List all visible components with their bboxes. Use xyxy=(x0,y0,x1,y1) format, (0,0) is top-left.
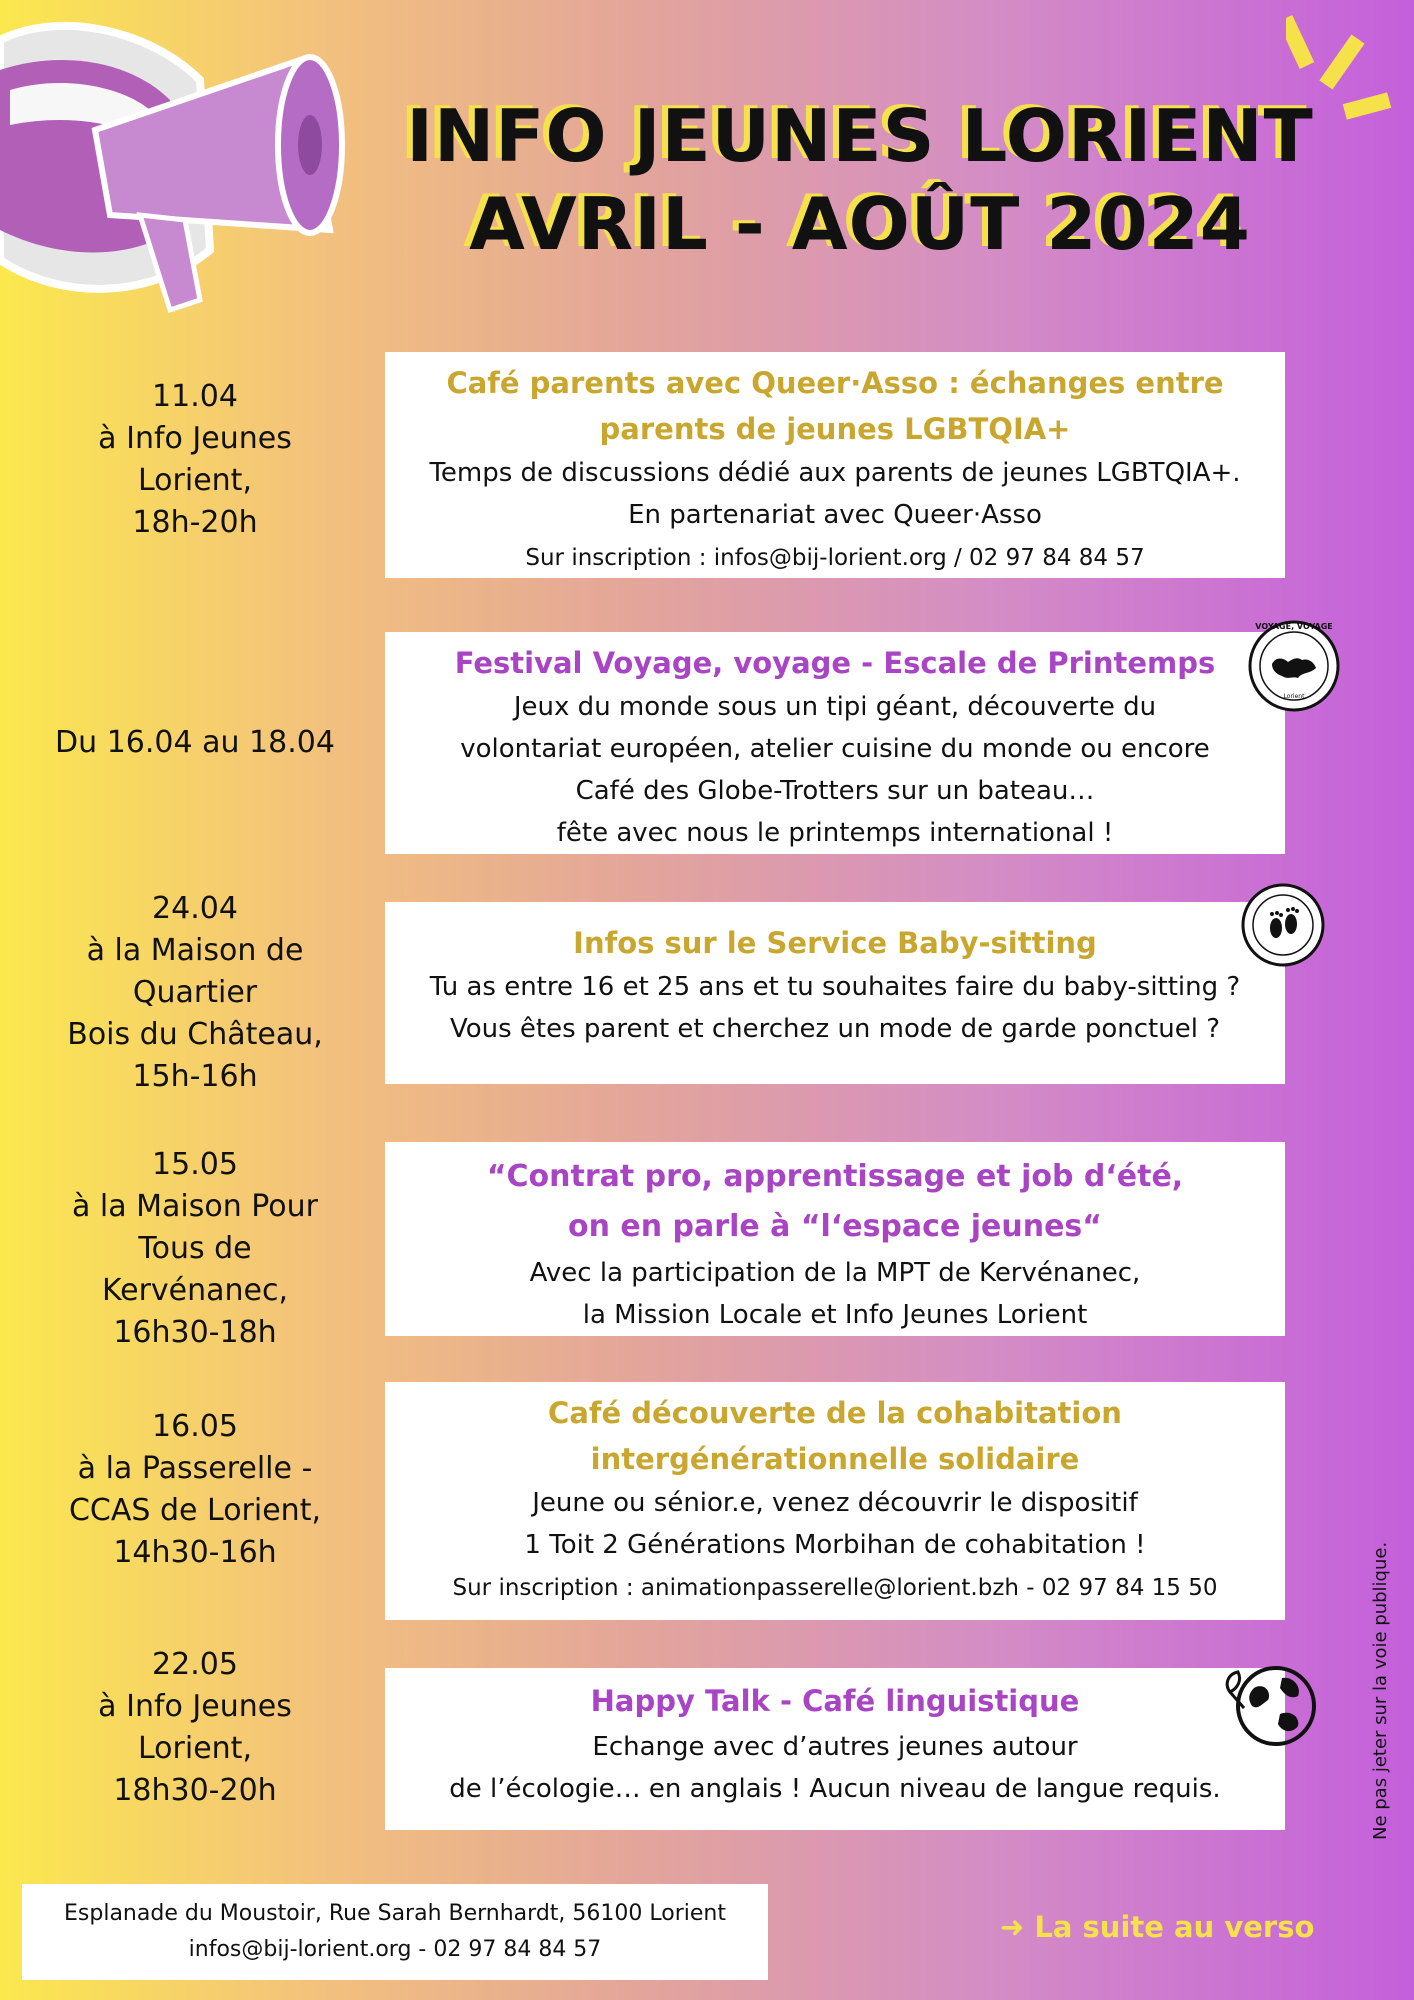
date-line: 16h30-18h xyxy=(113,1315,277,1350)
event-body-line: Temps de discussions dédié aux parents de jeunes LGBTQIA+. xyxy=(429,458,1241,488)
event-title-line: Café parents avec Queer·Asso : échanges entre xyxy=(446,366,1224,400)
date-line: à Info Jeunes xyxy=(98,421,292,456)
recycling-notice: Ne pas jeter sur la voie publique. xyxy=(1370,1541,1391,1840)
earth-plant-icon xyxy=(1218,1652,1322,1752)
event-title-line: Festival Voyage, voyage - Escale de Printemps xyxy=(454,646,1216,680)
event-3-card xyxy=(385,902,1285,1084)
megaphone-icon xyxy=(0,0,370,340)
event-4-date xyxy=(30,1144,360,1354)
event-body-line: En partenariat avec Queer·Asso xyxy=(628,500,1042,530)
event-1-date xyxy=(30,376,360,544)
contact-line: infos@bij-lorient.org - 02 97 84 84 57 xyxy=(188,1937,602,1962)
event-title-line: on en parle à “l‘espace jeunes“ xyxy=(568,1209,1102,1244)
event-body-line: Café des Globe-Trotters sur un bateau… xyxy=(575,776,1095,806)
date-line: 22.05 xyxy=(152,1647,238,1682)
date-line: Du 16.04 au 18.04 xyxy=(55,725,335,760)
event-body-line: volontariat européen, atelier cuisine du monde ou encore xyxy=(460,734,1210,764)
event-3-date xyxy=(30,888,360,1098)
globe-stamp-icon xyxy=(1244,616,1344,716)
event-4-card xyxy=(385,1142,1285,1336)
event-6-date xyxy=(30,1644,360,1812)
event-body-line: Jeune ou sénior.e, venez découvrir le dispositif xyxy=(532,1488,1138,1518)
next-page-link: ➜ La suite au verso xyxy=(1000,1910,1315,1944)
event-body-line: fête avec nous le printemps international ! xyxy=(556,818,1114,848)
event-body-line: Avec la participation de la MPT de Kervénanec, xyxy=(529,1258,1141,1288)
event-body-line: Jeux du monde sous un tipi géant, découverte du xyxy=(513,692,1157,722)
address-box xyxy=(22,1884,768,1980)
event-title-line: Café découverte de la cohabitation xyxy=(548,1396,1122,1430)
title-line-1: INFO JEUNES LORIENT xyxy=(406,94,1314,178)
event-title-line: Infos sur le Service Baby-sitting xyxy=(573,926,1097,960)
date-line: à Info Jeunes xyxy=(98,1689,292,1724)
event-body-line: Tu as entre 16 et 25 ans et tu souhaites faire du baby-sitting ? xyxy=(429,972,1241,1002)
event-body-line: 1 Toit 2 Générations Morbihan de cohabitation ! xyxy=(524,1530,1146,1560)
date-line: Lorient, xyxy=(138,463,252,498)
event-registration-note: Sur inscription : infos@bij-lorient.org / 02 97 84 84 57 xyxy=(525,545,1145,571)
event-body-line: Echange avec d’autres jeunes autour xyxy=(592,1732,1078,1762)
date-line: 18h30-20h xyxy=(113,1773,277,1808)
event-body-line: Vous êtes parent et cherchez un mode de garde ponctuel ? xyxy=(449,1014,1221,1044)
svg-text:VOYAGE, VOYAGE: VOYAGE, VOYAGE xyxy=(1255,622,1333,631)
date-line: Lorient, xyxy=(138,1731,252,1766)
date-line: 16.05 xyxy=(152,1409,238,1444)
date-line: CCAS de Lorient, xyxy=(68,1493,321,1528)
date-line: à la Maison de xyxy=(86,933,304,968)
date-line: à la Passerelle - xyxy=(77,1451,313,1486)
date-line: Bois du Château, xyxy=(67,1017,323,1052)
event-5-card xyxy=(385,1382,1285,1620)
date-line: Kervénanec, xyxy=(101,1273,289,1308)
title-line-2: AVRIL - AOÛT 2024 xyxy=(469,182,1251,266)
date-line: Tous de xyxy=(138,1231,252,1266)
date-line: 11.04 xyxy=(152,379,238,414)
event-title-line: intergénérationnelle solidaire xyxy=(590,1442,1080,1476)
date-line: 14h30-16h xyxy=(113,1535,277,1570)
date-line: 15h-16h xyxy=(132,1059,258,1094)
event-6-card xyxy=(385,1668,1285,1830)
event-title-line: Happy Talk - Café linguistique xyxy=(590,1684,1080,1718)
event-body-line: de l’écologie… en anglais ! Aucun niveau de langue requis. xyxy=(449,1774,1221,1804)
address-line: Esplanade du Moustoir, Rue Sarah Bernhardt, 56100 Lorient xyxy=(64,1901,726,1926)
date-line: 24.04 xyxy=(152,891,238,926)
page-title xyxy=(390,92,1330,268)
event-2-card xyxy=(385,632,1285,854)
date-line: à la Maison Pour xyxy=(71,1189,319,1224)
event-registration-note: Sur inscription : animationpasserelle@lorient.bzh - 02 97 84 15 50 xyxy=(452,1575,1218,1601)
date-line: 18h-20h xyxy=(132,505,258,540)
event-title-line: “Contrat pro, apprentissage et job d‘été, xyxy=(486,1159,1184,1194)
event-2-date xyxy=(30,722,360,764)
date-line: 15.05 xyxy=(152,1147,238,1182)
event-body-line: la Mission Locale et Info Jeunes Lorient xyxy=(582,1300,1088,1330)
event-1-card xyxy=(385,352,1285,578)
baby-feet-stamp-icon xyxy=(1238,880,1328,970)
event-5-date xyxy=(30,1406,360,1574)
date-line: Quartier xyxy=(132,975,258,1010)
svg-text:Lorient: Lorient xyxy=(1283,693,1305,700)
event-title-line: parents de jeunes LGBTQIA+ xyxy=(599,412,1071,446)
